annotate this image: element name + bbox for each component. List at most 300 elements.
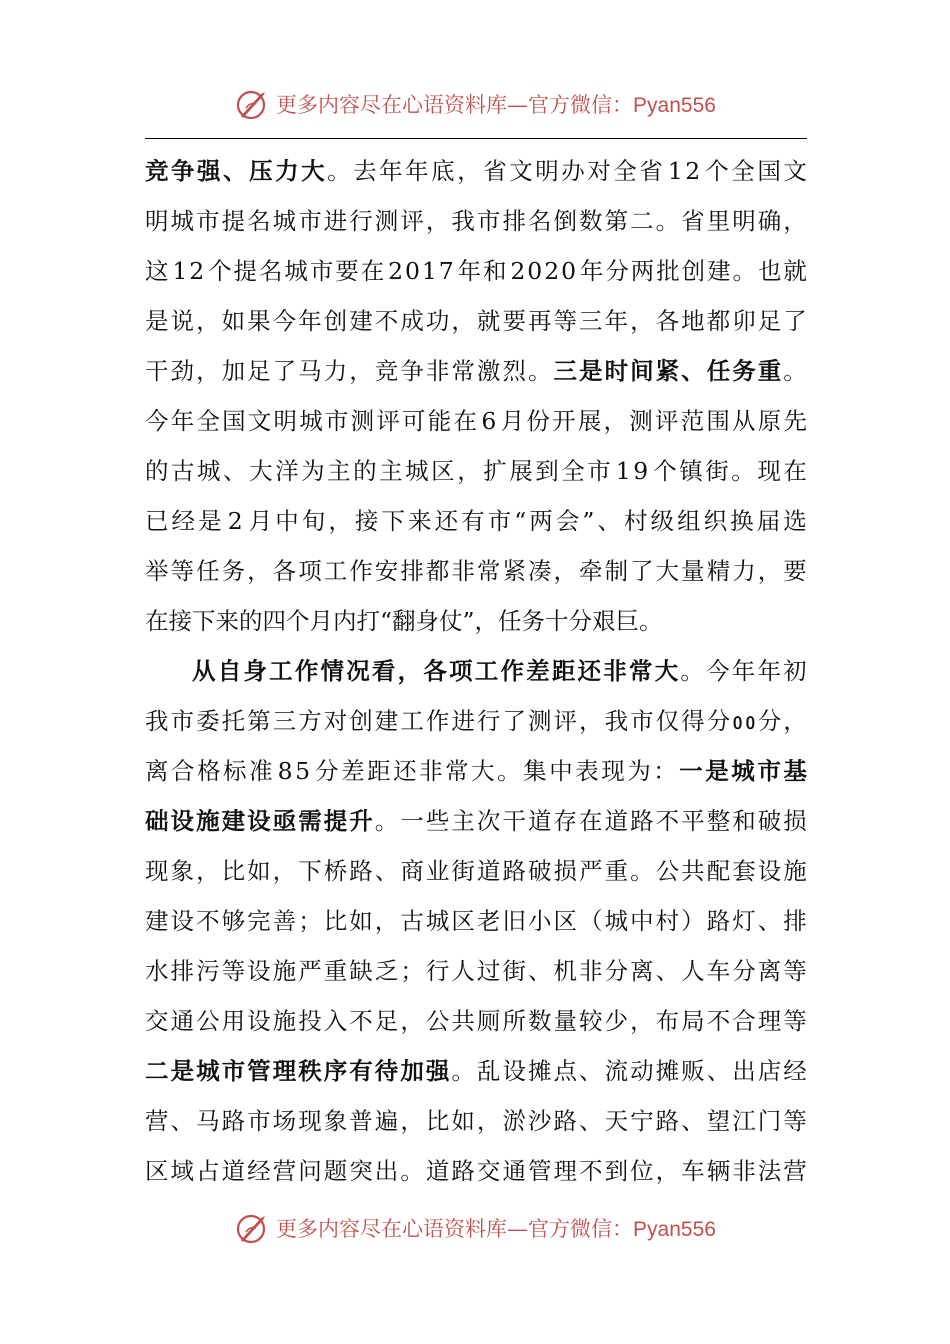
char: 建	[374, 707, 399, 735]
text-line	[145, 1096, 807, 1146]
char: 办	[561, 157, 585, 185]
char: 商	[400, 857, 424, 885]
char: 了	[783, 307, 807, 335]
char: 象	[323, 1107, 348, 1135]
char: 市	[298, 207, 322, 235]
char: 完	[247, 907, 271, 935]
char: ，	[457, 457, 481, 485]
char: 为	[301, 457, 325, 485]
char: 和	[732, 807, 756, 835]
char: 乏	[374, 957, 399, 985]
char: ，	[630, 1007, 654, 1035]
char: 。	[639, 607, 663, 635]
text-line	[145, 646, 807, 696]
bold-char: 竞	[145, 157, 169, 185]
char: 。	[731, 457, 755, 485]
char: 如	[221, 307, 246, 335]
char: 店	[757, 1057, 782, 1085]
char: 提	[221, 207, 246, 235]
char: 小	[527, 907, 552, 935]
char: 烈	[502, 357, 526, 385]
char: 非	[451, 557, 475, 585]
char: 城	[299, 407, 323, 435]
char: 中	[275, 507, 299, 535]
char: 项	[298, 557, 322, 585]
bold-char: 是	[170, 1057, 195, 1085]
char: 差	[341, 757, 365, 785]
char: 严	[579, 857, 603, 885]
char: 等	[783, 1107, 807, 1135]
char: 存	[553, 807, 577, 835]
char: 会	[555, 507, 580, 535]
char: 通	[502, 1157, 526, 1185]
char: 艰	[592, 607, 616, 635]
char: ，	[655, 1157, 680, 1185]
char: 果	[247, 307, 271, 335]
char: 打	[356, 607, 380, 635]
char: 个	[653, 457, 677, 485]
char: 表	[575, 757, 599, 785]
char: 还	[434, 507, 459, 535]
char: 要	[335, 257, 359, 285]
bold-char: 设	[247, 807, 271, 835]
char: 。	[400, 1157, 424, 1185]
char: 污	[196, 957, 220, 985]
char: ，	[553, 557, 577, 585]
char: 接	[168, 607, 192, 635]
char: 设	[170, 907, 195, 935]
char: 投	[298, 1007, 322, 1035]
char: 突	[349, 1157, 373, 1185]
char: 贩	[681, 1057, 705, 1085]
char: 测	[527, 707, 552, 735]
char: 文	[247, 407, 272, 435]
char: 、	[223, 457, 247, 485]
char: 就	[783, 257, 807, 285]
bold-char: 有	[349, 1057, 373, 1085]
char: 明	[145, 207, 169, 235]
char: 集	[523, 757, 547, 785]
char: 、	[170, 1107, 195, 1135]
char: 身	[415, 607, 440, 635]
char: 分	[706, 707, 731, 735]
char: 精	[706, 557, 731, 585]
char: 得	[681, 707, 705, 735]
char: 排	[783, 907, 807, 935]
char: 。	[497, 757, 521, 785]
char: 公	[655, 857, 680, 885]
char: 江	[732, 1107, 756, 1135]
char: 任	[196, 557, 220, 585]
char: 有	[461, 507, 485, 535]
char: 文	[783, 157, 807, 185]
char: ）	[681, 907, 705, 935]
char: 交	[476, 1157, 501, 1185]
char: 厕	[476, 1007, 501, 1035]
char: 就	[476, 307, 501, 335]
char: 比	[221, 857, 246, 885]
char: 两	[630, 257, 655, 285]
char: 从	[732, 407, 756, 435]
char: 大	[655, 557, 680, 585]
char: 巨	[615, 607, 640, 635]
char: 干	[145, 357, 169, 385]
char: 在	[453, 407, 477, 435]
char: 通	[170, 1007, 195, 1035]
char: 过	[476, 957, 501, 985]
char: ，	[196, 857, 220, 885]
char: 创	[349, 707, 373, 735]
char: ，	[757, 557, 782, 585]
char: 。	[451, 1057, 475, 1085]
char: 加	[221, 357, 246, 385]
char: 要	[783, 557, 807, 585]
char: 、	[597, 507, 621, 535]
char: 街	[705, 457, 729, 485]
bold-char: 城	[731, 757, 755, 785]
char: 省	[483, 157, 507, 185]
char: ，	[374, 907, 399, 935]
char: 翻	[392, 607, 416, 635]
char: 省	[639, 157, 663, 185]
char: 准	[249, 757, 273, 785]
page-footer	[0, 1208, 950, 1248]
char: 理	[553, 1157, 577, 1185]
char: 等	[783, 1007, 807, 1035]
char: 都	[425, 557, 450, 585]
char: 。	[374, 807, 399, 835]
char: 分	[568, 607, 593, 635]
char: 为	[627, 757, 651, 785]
char: 来	[215, 607, 239, 635]
char: 位	[630, 1157, 654, 1185]
char: 车	[706, 957, 731, 985]
char: 区	[553, 907, 577, 935]
char: 马	[298, 357, 322, 385]
char: 提	[233, 257, 258, 285]
text-line	[145, 446, 807, 496]
char: ，	[328, 507, 352, 535]
char: 各	[655, 307, 680, 335]
char: 对	[587, 157, 611, 185]
char: 主	[451, 807, 475, 835]
char: 少	[604, 1007, 629, 1035]
char: 离	[145, 757, 169, 785]
char: 争	[400, 357, 424, 385]
char: 创	[681, 257, 706, 285]
char: 路	[349, 857, 373, 885]
char: 评	[654, 407, 679, 435]
char: 这	[145, 257, 169, 285]
char: 足	[374, 1007, 399, 1035]
char: 人	[681, 957, 705, 985]
char: 、	[706, 1057, 731, 1085]
char: 0	[527, 257, 543, 285]
bold-char: 管	[247, 1057, 271, 1085]
bold-char: 况	[346, 657, 370, 685]
char: 设	[757, 857, 782, 885]
char: 一	[400, 807, 424, 835]
char: 非	[419, 757, 443, 785]
char: 1	[615, 457, 631, 485]
bold-char: 强	[425, 1057, 450, 1085]
header-banner	[234, 86, 716, 122]
char: 路	[706, 907, 731, 935]
footer-banner-text: 更多内容尽在心语资料库—官方微信：Pyan556	[276, 1217, 716, 1241]
char: 损	[783, 807, 807, 835]
char: 9	[633, 457, 649, 485]
char: 仗	[439, 607, 463, 635]
char: 损	[553, 857, 577, 885]
pen-logo-icon	[234, 86, 270, 122]
char: 和	[483, 257, 507, 285]
char: 门	[757, 1107, 782, 1135]
char: 桥	[323, 857, 348, 885]
char: 干	[502, 807, 526, 835]
bold-char: 需	[298, 807, 322, 835]
char: 主	[327, 457, 351, 485]
char: 成	[400, 307, 424, 335]
char: 古	[400, 907, 424, 935]
text-line	[145, 1046, 807, 1096]
char: 下	[298, 857, 322, 885]
char: 善	[272, 907, 297, 935]
char: ”	[582, 507, 595, 535]
char: 比	[323, 907, 348, 935]
text-line	[145, 496, 807, 546]
char: 进	[451, 707, 475, 735]
char: 行	[476, 707, 501, 735]
char: 常	[445, 757, 469, 785]
char: 非	[732, 1157, 756, 1185]
char: 排	[170, 957, 195, 985]
char: 数	[579, 207, 603, 235]
bold-char: ，	[397, 657, 422, 685]
char: 换	[730, 507, 754, 535]
char: 古	[171, 457, 195, 485]
char: 到	[604, 1157, 629, 1185]
char: “	[514, 507, 527, 535]
bold-char: 市	[221, 1057, 246, 1085]
char: 扩	[483, 457, 507, 485]
char: 配	[706, 857, 731, 885]
char: 镇	[679, 457, 703, 485]
char: ，	[272, 857, 297, 885]
char: 了	[502, 707, 526, 735]
char: 望	[706, 1107, 731, 1135]
char: 辆	[706, 1157, 731, 1185]
char: 分	[604, 957, 629, 985]
char: 在	[360, 257, 385, 285]
char: 建	[349, 307, 373, 335]
bold-char: 压	[249, 157, 273, 185]
char: 展	[509, 457, 533, 485]
bold-char: 工	[269, 657, 293, 685]
char: 量	[681, 557, 705, 585]
char: 年	[457, 257, 482, 285]
char: 围	[706, 407, 730, 435]
char: 开	[552, 407, 576, 435]
char: 任	[498, 607, 522, 635]
text-line	[145, 346, 807, 396]
bold-char: 是	[705, 757, 729, 785]
char: 分	[757, 707, 782, 735]
char: 批	[656, 257, 680, 285]
char: 务	[521, 607, 546, 635]
char: 。	[630, 857, 654, 885]
char: 象	[170, 857, 195, 885]
header-banner-text: 更多内容尽在心语资料库—官方微信：Pyan556	[276, 93, 716, 117]
char: 原	[757, 407, 782, 435]
char: 工	[400, 707, 424, 735]
char: 竞	[374, 357, 399, 385]
bold-char: 提	[323, 807, 348, 835]
bold-char: 距	[551, 657, 576, 685]
char: 马	[196, 1107, 220, 1135]
char: 里	[706, 207, 731, 235]
bold-char: 是	[579, 357, 603, 385]
char: 机	[553, 957, 577, 985]
char: 务	[221, 557, 246, 585]
text-line	[145, 396, 807, 446]
char: 组	[677, 507, 701, 535]
char: 摊	[527, 1057, 552, 1085]
char: 今	[145, 407, 169, 435]
text-line	[145, 896, 807, 946]
char: 也	[757, 257, 782, 285]
char: 如	[247, 857, 271, 885]
char: 能	[427, 407, 452, 435]
char: 分	[315, 757, 339, 785]
char: 的	[145, 457, 169, 485]
char: 行	[425, 957, 450, 985]
char: 道	[604, 807, 629, 835]
char: 道	[476, 857, 501, 885]
char: 够	[221, 907, 246, 935]
bold-char: 任	[706, 357, 731, 385]
char: 区	[145, 1157, 169, 1185]
char: 排	[502, 207, 526, 235]
char: ，	[451, 307, 475, 335]
char: 市	[196, 207, 220, 235]
char: 路	[630, 807, 654, 835]
char: 量	[553, 1007, 577, 1035]
text-line	[145, 696, 807, 746]
char: 2	[189, 257, 205, 285]
char: ，	[783, 707, 807, 735]
char: ，	[457, 157, 481, 185]
char: 二	[630, 207, 654, 235]
char: 法	[757, 1157, 782, 1185]
char: 名	[527, 207, 552, 235]
char: 占	[196, 1157, 220, 1185]
char: 现	[298, 1107, 322, 1135]
bold-char: 二	[145, 1057, 169, 1085]
char: 中	[630, 907, 654, 935]
char: 评	[553, 707, 577, 735]
char: 功	[425, 307, 450, 335]
char: 淤	[502, 1107, 526, 1135]
char: 常	[476, 557, 501, 585]
page-header	[0, 84, 950, 124]
char: 名	[247, 207, 271, 235]
char: ；	[298, 907, 322, 935]
char: 选	[783, 507, 807, 535]
bold-char: 项	[449, 657, 473, 685]
char: 街	[502, 957, 526, 985]
char: 都	[706, 307, 731, 335]
char: 不	[196, 907, 220, 935]
char: 流	[604, 1057, 629, 1085]
pen-logo-icon	[234, 1210, 270, 1246]
char: 凑	[527, 557, 552, 585]
char: 设	[502, 1057, 526, 1085]
char: 公	[425, 1007, 450, 1035]
char: 大	[249, 457, 273, 485]
char: 如	[451, 1107, 475, 1135]
char: 地	[681, 307, 705, 335]
char: 安	[374, 557, 399, 585]
char: 0	[561, 257, 577, 285]
char: 制	[604, 557, 629, 585]
char: 先	[783, 407, 807, 435]
char: 非	[579, 957, 603, 985]
char: 创	[323, 307, 348, 335]
bold-char: 看	[371, 657, 396, 685]
char: 灯	[732, 907, 756, 935]
char: 两	[529, 507, 553, 535]
char: 不	[374, 307, 399, 335]
char: 破	[757, 807, 782, 835]
char: 局	[681, 1007, 705, 1035]
char: 比	[425, 1107, 450, 1135]
char: 非	[425, 357, 450, 385]
char: 文	[509, 157, 533, 185]
char: 不	[579, 1157, 603, 1185]
char: 是	[198, 507, 222, 535]
char: 劲	[170, 357, 195, 385]
char: 城	[197, 457, 221, 485]
char: 个	[208, 257, 232, 285]
text-line	[145, 846, 807, 896]
char: 市	[587, 457, 611, 485]
char: 村	[623, 507, 648, 535]
char: 足	[757, 307, 782, 335]
char: 所	[502, 1007, 526, 1035]
char: 市	[309, 257, 334, 285]
char: 道	[221, 1157, 246, 1185]
char: ，	[247, 557, 271, 585]
char: 说	[170, 307, 195, 335]
char: 水	[145, 957, 169, 985]
text-line	[145, 546, 807, 596]
char: 合	[732, 1007, 756, 1035]
char: 道	[527, 807, 552, 835]
char: 委	[196, 707, 220, 735]
char: 月	[248, 507, 273, 535]
char: 评	[400, 207, 424, 235]
bold-char: 身	[243, 657, 267, 685]
char: ，	[400, 1007, 424, 1035]
char: 城	[272, 207, 297, 235]
char: 工	[323, 557, 348, 585]
char: 旧	[502, 907, 526, 935]
char: 较	[579, 1007, 603, 1035]
char: 7	[438, 257, 454, 285]
char: 足	[247, 357, 271, 385]
char: 今	[706, 657, 730, 685]
char: 城	[425, 907, 450, 935]
